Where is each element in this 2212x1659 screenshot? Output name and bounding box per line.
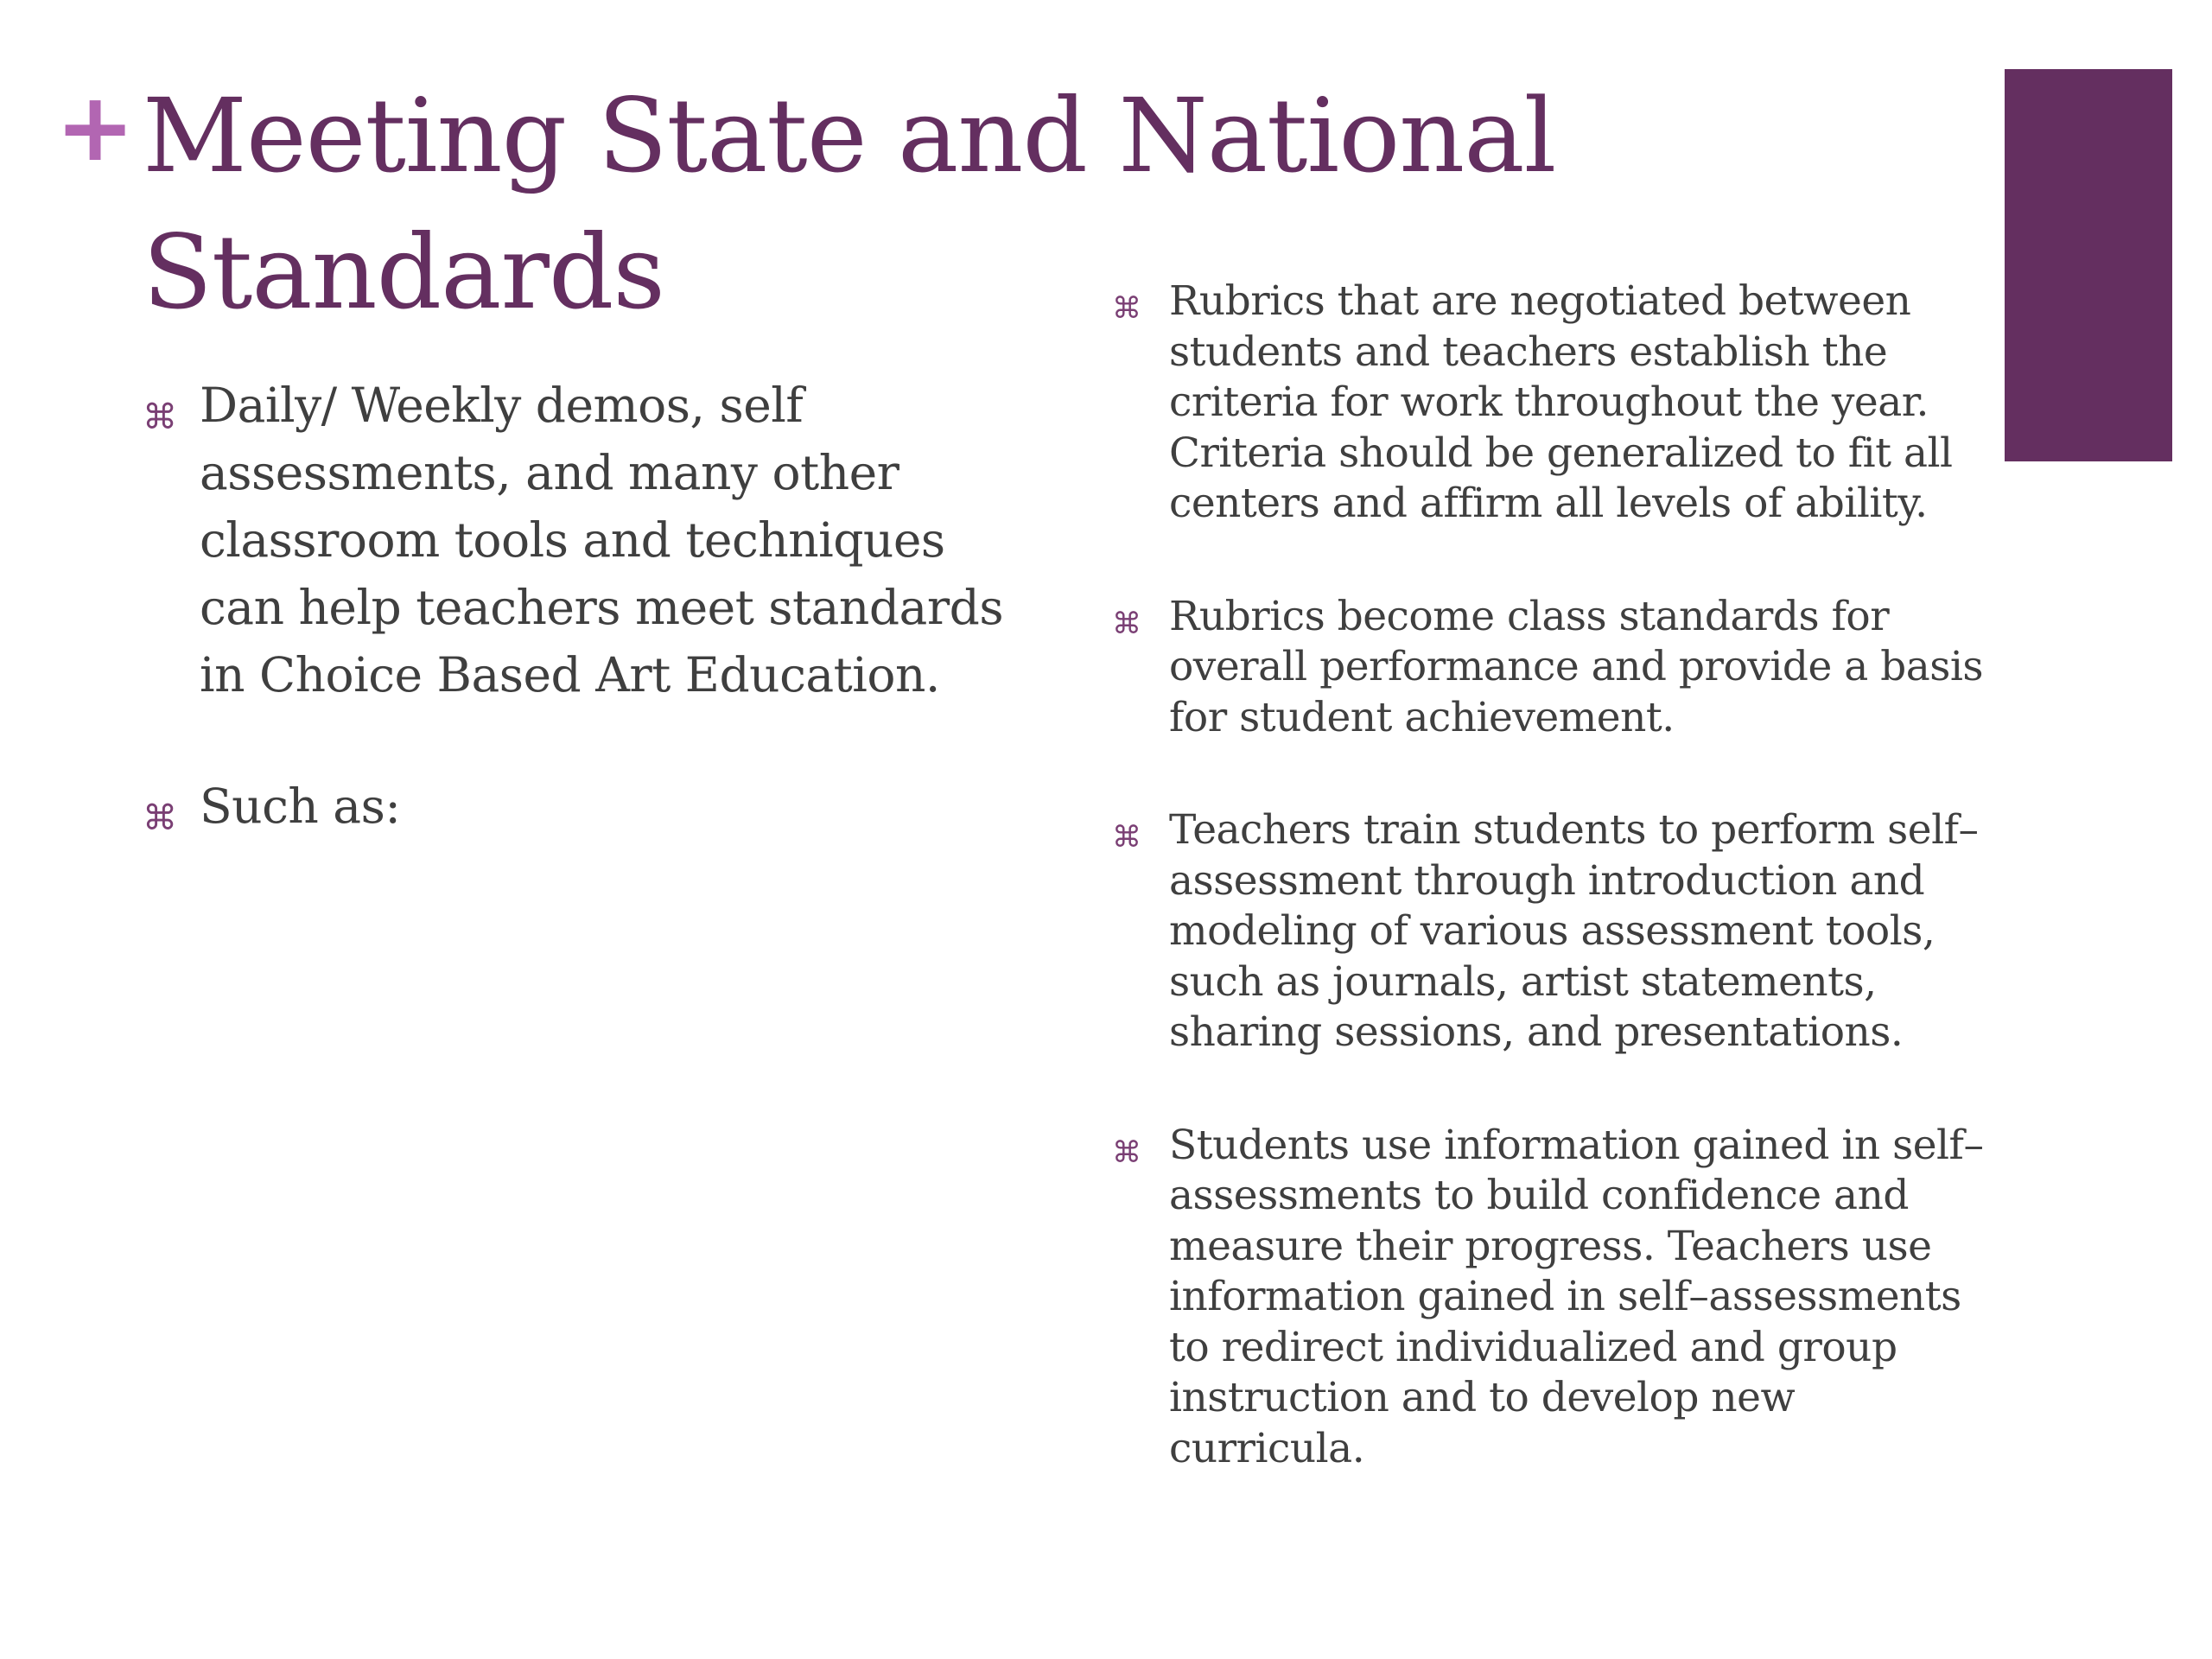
list-item: [143, 772, 1024, 840]
command-bullet-icon: ⌘: [143, 397, 177, 437]
list-item: [1112, 1121, 1985, 1475]
list-item-text: Daily/ Weekly demos, self assessments, and many other classroom tools and techniques can help teachers meet standards in Choice Based Art Education.: [200, 378, 1004, 702]
list-item-text: Such as:: [200, 779, 401, 834]
command-bullet-icon: ⌘: [1112, 820, 1141, 855]
list-item: [1112, 592, 1985, 744]
plus-icon: +: [55, 72, 136, 182]
command-bullet-icon: ⌘: [1112, 1135, 1141, 1170]
command-bullet-icon: ⌘: [1112, 291, 1141, 326]
list-item: [143, 372, 1024, 709]
list-item: [1112, 805, 1985, 1058]
list-item-text: Rubrics become class standards for overall performance and provide a basis for student achievement.: [1169, 592, 1984, 741]
command-bullet-icon: ⌘: [1112, 606, 1141, 641]
list-item-text: Teachers train students to perform self–assessment through introduction and modeling of various assessment tools, such as journals, artist statements, sharing sessions, and presentations.: [1169, 806, 1979, 1056]
accent-bar: [2005, 69, 2172, 461]
left-bullet-list: [143, 372, 1024, 840]
command-bullet-icon: ⌘: [143, 798, 177, 838]
list-item-text: Students use information gained in self–assessments to build confidence and measure their progress. Teachers use information gained in self–assessments to redirect individualized and group instruction and to develop new curricula.: [1169, 1121, 1984, 1472]
list-item-text: Rubrics that are negotiated between students and teachers establish the criteria for work throughout the year. Criteria should be generalized to fit all centers and affirm all levels of ability.: [1169, 277, 1953, 527]
right-bullet-list: [1112, 276, 1985, 1474]
list-item: [1112, 276, 1985, 530]
slide-title: Meeting State and National Standards: [143, 76, 1556, 332]
